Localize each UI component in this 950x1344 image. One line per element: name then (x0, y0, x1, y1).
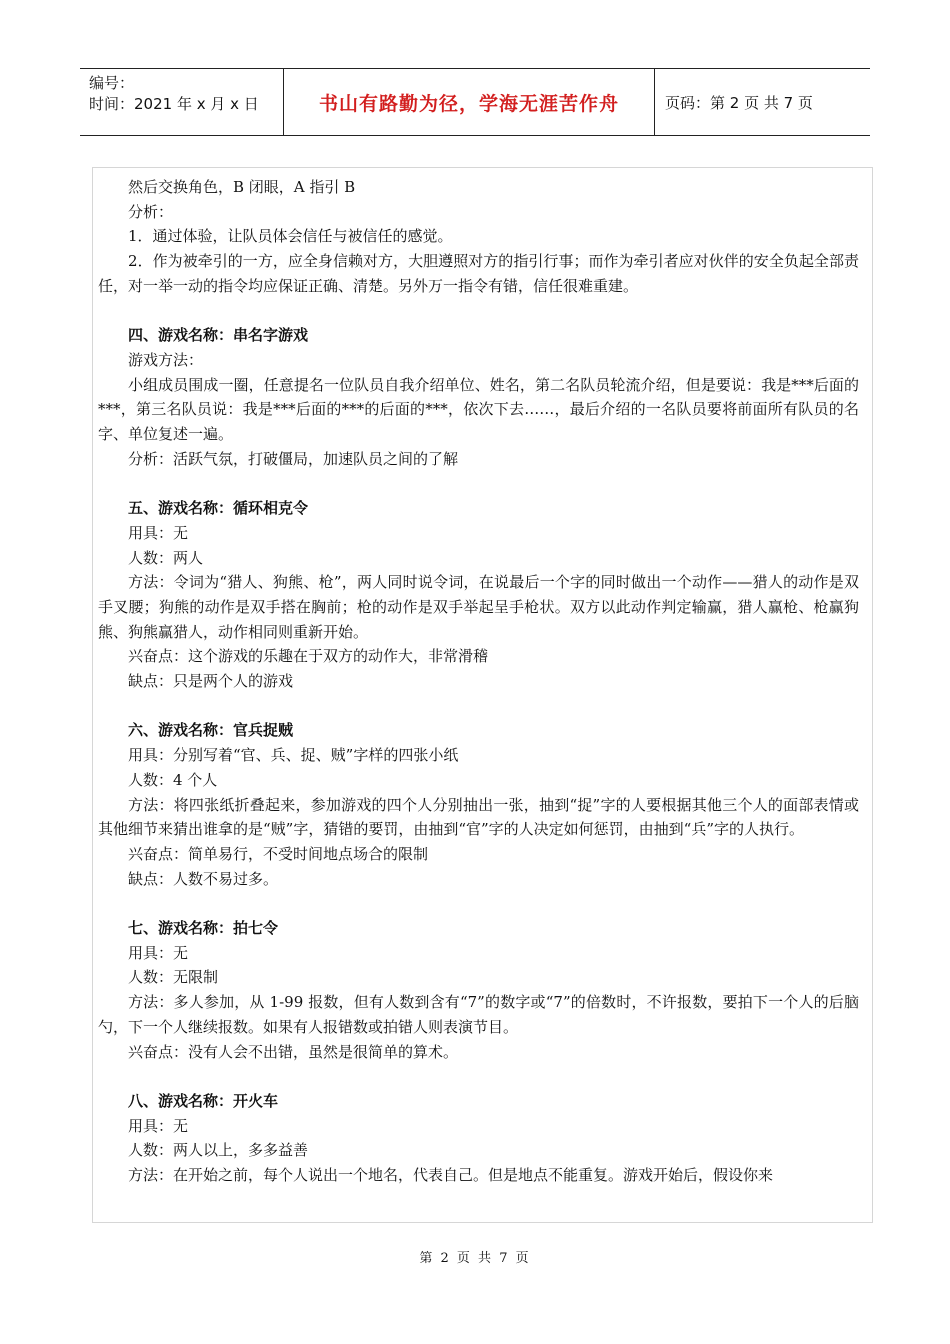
paragraph: 方法：多人参加，从 1-99 报数，但有人数到含有“7”的数字或“7”的倍数时，不许报数，要拍下一个人的后脑勺，下一个人继续报数。如果有人报错数或拍错人则表演节目。 (98, 993, 859, 1036)
time-label: 时间：2021 年 x 月 x 日 (89, 95, 259, 113)
paragraph: 缺点：人数不易过多。 (128, 869, 279, 888)
page-footer: 第 2 页 共 7 页 (419, 1251, 531, 1266)
game-section (98, 496, 859, 694)
motto: 书山有路勤为径，学海无涯苦作舟 (318, 92, 619, 115)
header-motto-cell (283, 69, 655, 135)
paragraph: 缺点：只是两个人的游戏 (128, 672, 294, 691)
paragraph: 人数：两人以上，多多益善 (128, 1141, 309, 1160)
paragraph: 兴奋点：这个游戏的乐趣在于双方的动作大，非常滑稽 (128, 647, 489, 666)
paragraph: 兴奋点：没有人会不出错，虽然是很简单的算术。 (128, 1042, 459, 1061)
section-heading: 六、游戏名称：官兵捉贼 (128, 721, 294, 740)
header-meta (80, 69, 283, 135)
section-heading: 四、游戏名称：串名字游戏 (128, 326, 309, 345)
paragraph: 用具：无 (128, 1116, 189, 1135)
paragraph: 游戏方法： (128, 350, 204, 369)
paragraph: 方法：将四张纸折叠起来，参加游戏的四个人分别抽出一张，抽到“捉”字的人要根据其他三个人的面部表情或其他细节来猜出谁拿的是“贼”字，猜错的要罚，由抽到“官”字的人决定如何惩罚，由抽到“兵”字的人执行。 (98, 795, 859, 839)
game-section (98, 916, 859, 1064)
paragraph: 然后交换角色，B 闭眼，A 指引 B (128, 178, 356, 196)
section-heading: 八、游戏名称：开火车 (128, 1091, 279, 1110)
paragraph: 方法：在开始之前，每个人说出一个地名，代表自己。但是地点不能重复。游戏开始后，假设你来 (128, 1166, 774, 1185)
section-heading: 五、游戏名称：循环相克令 (128, 499, 309, 518)
document-text (93, 168, 872, 1188)
paragraph: 人数：两人 (128, 548, 204, 567)
paragraph: 1．通过体验，让队员体会信任与被信任的感觉。 (128, 227, 453, 246)
page-label: 页码：第 2 页 共 7 页 (665, 93, 813, 112)
paragraph: 2．作为被牵引的一方，应全身信赖对方，大胆遵照对方的指引行事；而作为牵引者应对伙伴的安全负起全部责任，对一举一动的指令均应保证正确、清楚。另外万一指令有错，信任很难重建。 (98, 252, 859, 295)
paragraph: 用具：分别写着“官、兵、捉、贼”字样的四张小纸 (128, 746, 459, 765)
game-section (98, 323, 859, 471)
page-header (80, 68, 870, 136)
paragraph: 人数：无限制 (128, 968, 219, 987)
paragraph: 分析： (128, 202, 174, 221)
number-label: 编号： (89, 74, 135, 92)
paragraph: 兴奋点：简单易行，不受时间地点场合的限制 (128, 844, 429, 863)
paragraph: 用具：无 (128, 523, 189, 542)
document-body (92, 167, 873, 1223)
paragraph: 方法：令词为“猎人、狗熊、枪”，两人同时说令词，在说最后一个字的同时做出一个动作——猎人的动作是双手叉腰；狗熊的动作是双手搭在胸前；枪的动作是双手举起呈手枪状。双方以此动作判定输赢，猎人赢枪、枪赢狗熊、狗熊赢猎人，动作相同则重新开始。 (98, 573, 859, 641)
header-page-cell (655, 69, 870, 135)
game-section (98, 1089, 859, 1188)
paragraph: 分析：活跃气氛，打破僵局，加速队员之间的了解 (128, 449, 459, 468)
game-section (98, 718, 859, 891)
paragraph: 人数：4 个人 (128, 770, 218, 789)
section-heading: 七、游戏名称：拍七令 (128, 919, 279, 938)
intro-section (98, 175, 859, 299)
paragraph: 用具：无 (128, 943, 189, 962)
paragraph: 小组成员围成一圈，任意提名一位队员自我介绍单位、姓名，第二名队员轮流介绍，但是要说：我是***后面的***，第三名队员说：我是***后面的***的后面的***，依次下去……，最后介绍的一名队员要将前面所有队员的名字、单位复述一遍。 (98, 375, 859, 444)
